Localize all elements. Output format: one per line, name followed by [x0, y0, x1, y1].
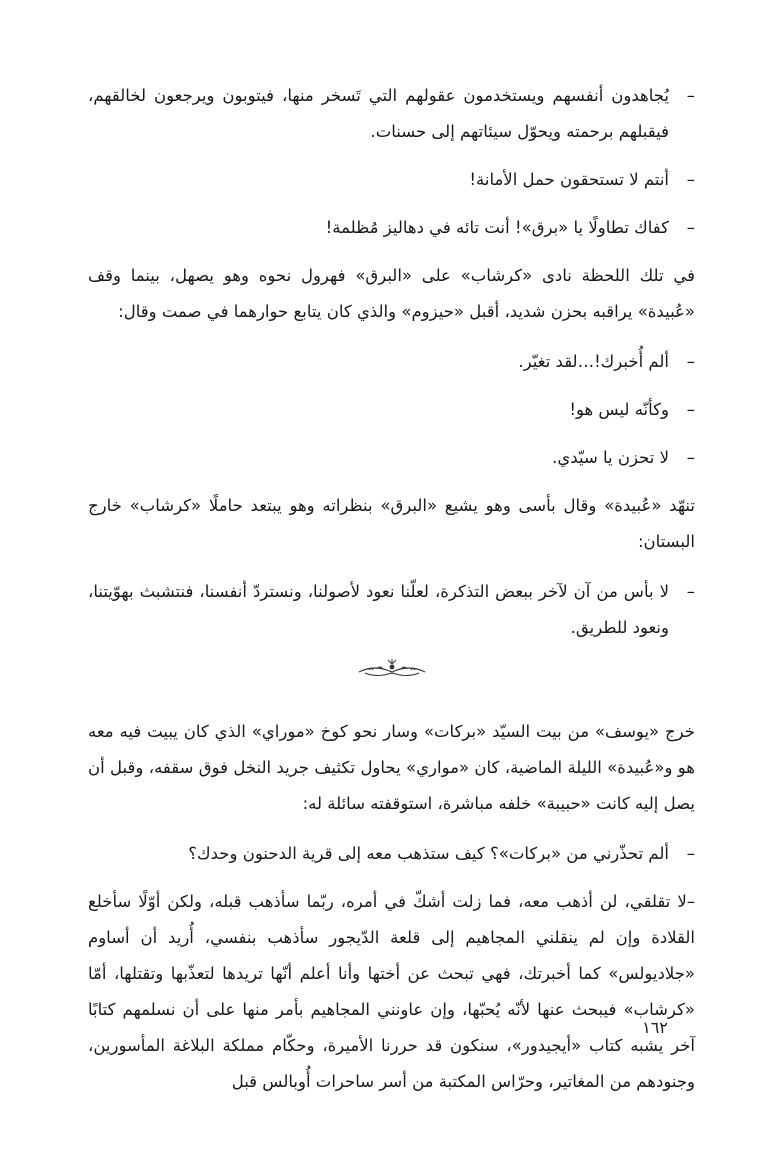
dialog-line: [88, 440, 695, 476]
dialog-dash: –: [686, 218, 695, 237]
dialog-line: [88, 162, 695, 198]
dialog-dash: –: [686, 170, 695, 189]
dialog-line: [88, 210, 695, 246]
dialog-dash: –: [686, 352, 695, 371]
dialog-dash: –: [686, 400, 695, 419]
narrative-paragraph: في تلك اللحظة نادى «كرشاب» على «البرق» فهرول نحوه وهو يصهل، بينما وقف «عُبيدة» يراقبه بحزن شديد، أقبل «حيزوم» والذي كان يتابع حوارهما في صمت وقال:: [88, 266, 695, 321]
dialog-line: [88, 574, 695, 646]
dialog-text: ألم تحذّرني من «بركات»؟ كيف ستذهب معه إلى قرية الدحنون وحدك؟: [188, 844, 669, 863]
dialog-line: [88, 836, 695, 872]
dialog-text: أنتم لا تستحقون حمل الأمانة!: [469, 170, 669, 189]
dialog-line: [88, 344, 695, 380]
narrative-paragraph: خرج «يوسف» من بيت السيّد «بركات» وسار نحو كوخ «موراي» الذي كان يبيت فيه معه هو و«عُبيدة» الليلة الماضية، كان «مواري» يحاول تكثيف جريد النخل فوق سقفه، وقبل أن يصل إليه كانت «حبيبة» خلفه مباشرة، استوقفته سائلة له:: [88, 722, 695, 813]
narrative-paragraph: –لا تقلقي، لن أذهب معه، فما زلت أشكّ في أمره، ربّما سأذهب قبله، ولكن أوّلًا سأخلع القلادة وإن لم ينقلني المجاهيم إلى قلعة الدّيجور سأذهب بنفسي، أُريد أن أساوم «جلاديولس» كما أخبرتك، فهي تبحث عن أختها وأنا أعلم أنّها تريدها لتعذّبها وتقتلها، أمّا «كرشاب» فيبحث عنها لأنّه يُحبّها، وإن عاونني المجاهيم بأمر منها على أن نسلمهم كتابًا آخر يشبه كتاب «أيجيدور»، سنكون قد حررنا الأميرة، وحكّام مملكة البلاغة المأسورين، وجنودهم من المغاتير، وحرّاس المكتبة من أسر ساحرات أُوبالس قبل: [88, 892, 695, 1091]
dialog-dash: –: [686, 844, 695, 863]
dialog-line: [88, 78, 695, 150]
page-number: ١٦٢: [642, 1018, 668, 1037]
dialog-dash: –: [686, 448, 695, 467]
dialog-text: كفاك تطاولًا يا «برق»! أنت تائه في دهاليز مُظلمة!: [325, 218, 669, 237]
dialog-line: [88, 392, 695, 428]
dialog-dash: –: [686, 86, 695, 105]
dialog-text: لا تحزن يا سيّدي.: [552, 448, 669, 467]
dialog-text: وكأنّه ليس هو!: [569, 400, 669, 419]
dialog-dash: –: [686, 582, 695, 601]
dialog-text: يُجاهدون أنفسهم ويستخدمون عقولهم التي تَسخر منها، فيتوبون ويرجعون لخالقهم، فيقبلهم برحمته ويحوّل سيئاتهم إلى حسنات.: [88, 86, 669, 141]
dialog-text: لا بأس من آن لآخر ببعض التذكرة، لعلّنا نعود لأصولنا، ونستردّ أنفسنا، فنتشبث بهوّيتنا، ونعود للطريق.: [88, 582, 669, 637]
floral-divider-icon: [88, 658, 695, 688]
page-body: [88, 78, 695, 1114]
narrative-paragraph: تنهّد «عُبيدة» وقال بأسى وهو يشيع «البرق» بنظراته وهو يبتعد حاملًا «كرشاب» خارج البستان:: [88, 496, 695, 551]
dialog-text: ألم أُخبرك!…لقد تغيّر.: [518, 352, 669, 371]
